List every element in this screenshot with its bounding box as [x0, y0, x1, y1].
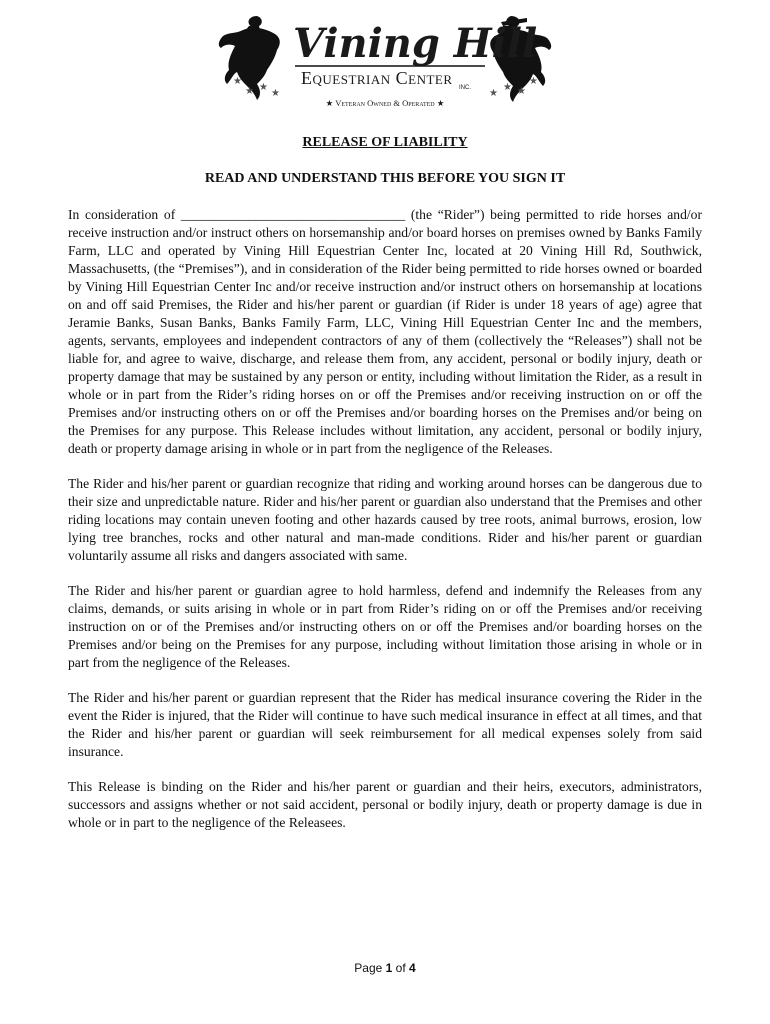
- paragraph-binding: This Release is binding on the Rider and his/her parent or guardian and their heirs, executors, administrators, successors and assigns whether or not said accident, personal or bodily injury, death or property damage is due in whole or in part to the negligence of the Releasees.: [68, 779, 702, 830]
- logo-tagline: ★ Veteran Owned & Operated ★: [325, 98, 445, 108]
- page-prefix: Page: [354, 961, 386, 975]
- svg-text:★: ★: [529, 76, 538, 87]
- page-of: of: [392, 961, 410, 975]
- document-title: RELEASE OF LIABILITY: [302, 135, 468, 150]
- logo-title: Vining Hill: [293, 20, 538, 67]
- svg-text:★: ★: [503, 82, 512, 93]
- paragraph-insurance: The Rider and his/her parent or guardian represent that the Rider has medical insurance covering the Rider in the event the Rider is injured, that the Rider will continue to have such medical insurance in effect at all times, and that the Rider and his/her parent or guardian will seek reimbursement for all medical expenses solely from said insurance.: [68, 690, 702, 759]
- paragraph-consideration: In consideration of _________________________________ (the “Rider”) being permitted to ride horses and/or receive instruction and/or instruct others on horsemanship and/or board horses on premises owned by Banks Family Farm, LLC and operated by Vining Hill Equestrian Center Inc, located at 20 Vining Hill Rd, Southwick, Massachusetts, (the “Premises”), and in consideration of the Rider being permitted to ride horses owned or boarded by Vining Hill Equestrian Center Inc and/or receive instruction and/or instruct others on horsemanship at locations on and off said Premises, the Rider and his/her parent or guardian (if Rider is under 18 years of age) agree that Jeramie Banks, Susan Banks, Banks Family Farm, LLC, Vining Hill Equestrian Center Inc and the members, agents, servants, employees and independent contractors of any of them (collectively the “Releases”) shall not be liable for, and agree to waive, discharge, and release them from, any accident, personal or bodily injury, death or property damage that may be sustained by any person or entity, including without limitation the Rider, as a result in whole or in part from the Rider’s riding horses on or off the Premises and/or receiving instruction on or off the Premises and/or instructing others on or off the Premises and/or boarding horses on the Premises and/or being on the Premises for any purpose. This Release includes without limitation, any accident, personal or bodily injury, death or property damage arising in whole or in part from the negligence of the Releases.: [68, 207, 702, 456]
- logo: [205, 14, 565, 114]
- logo-subtitle: Equestrian Center: [301, 68, 453, 88]
- page-current: 1: [385, 961, 393, 975]
- page-number: [0, 960, 770, 976]
- svg-text:★: ★: [259, 82, 268, 93]
- paragraph-indemnify: The Rider and his/her parent or guardian agree to hold harmless, defend and indemnify the Releases from any claims, demands, or suits arising in whole or in part from Rider’s riding on or off the Premises and/or receiving instruction on or of the Premises and/or instructing others on or off the Premises and/or boarding horses on the Premises and/or being on the Premises for any purpose, including without limitation those arising in whole or in part from the negligence of the Releases.: [68, 583, 702, 670]
- document-subtitle: READ AND UNDERSTAND THIS BEFORE YOU SIGN IT: [204, 171, 566, 186]
- svg-text:★: ★: [517, 86, 526, 97]
- page-total: 4: [409, 961, 416, 975]
- svg-text:★: ★: [271, 88, 280, 99]
- logo-inc: INC.: [459, 85, 471, 91]
- svg-text:★: ★: [489, 88, 498, 99]
- paragraph-risks: The Rider and his/her parent or guardian recognize that riding and working around horses can be dangerous due to their size and unpredictable nature. Rider and his/her parent or guardian also understand that the Premises and other riding locations may contain uneven footing and other hazards caused by tree roots, animal burrows, erosion, low lying tree branches, rocks and other natural and man-made conditions. Rider and his/her parent or guardian voluntarily assume all risks and dangers associated with same.: [68, 476, 702, 563]
- svg-text:★: ★: [245, 86, 254, 97]
- document-body: [68, 206, 702, 849]
- svg-text:★: ★: [233, 76, 242, 87]
